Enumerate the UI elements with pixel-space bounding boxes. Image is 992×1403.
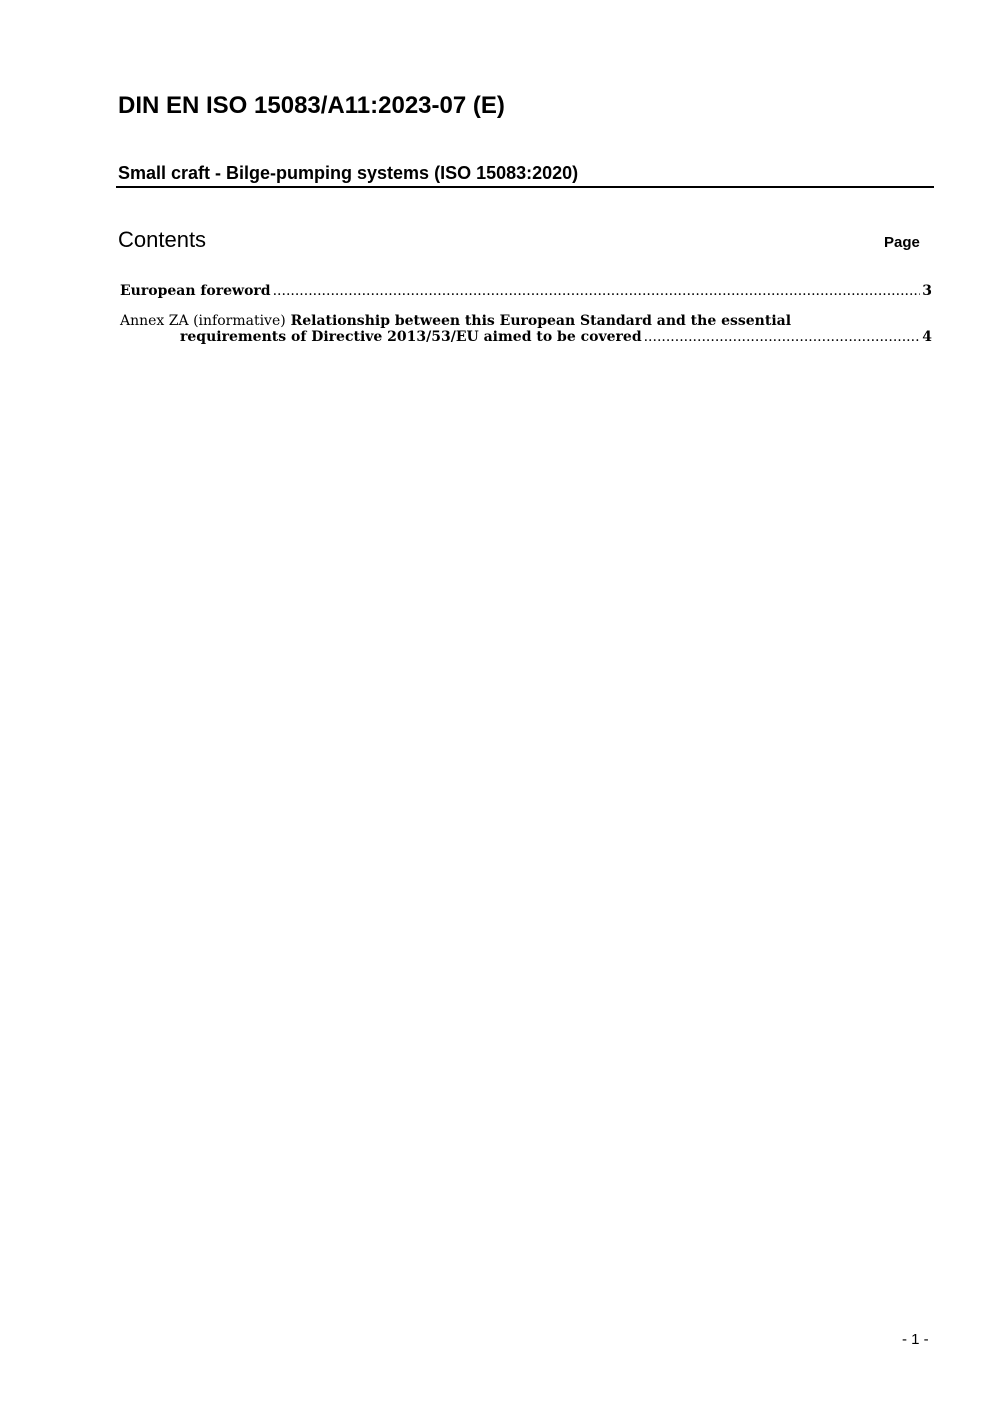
page-number: - 1 -	[902, 1331, 929, 1348]
toc-entry-label: Annex ZA (informative)	[120, 313, 286, 329]
document-subtitle: Small craft - Bilge-pumping systems (ISO 15083:2020)	[118, 163, 579, 183]
toc-entry-foreword[interactable]	[120, 283, 932, 299]
toc-entry-annex-za-continued[interactable]	[120, 329, 932, 345]
toc-entry-text-line2: requirements of Directive 2013/53/EU aimed to be covered	[180, 329, 642, 345]
table-of-contents	[120, 283, 932, 345]
toc-dot-leader	[644, 329, 921, 345]
document-title: DIN EN ISO 15083/A11:2023-07 (E)	[118, 92, 505, 119]
title-rule	[116, 186, 934, 188]
contents-heading: Contents	[118, 227, 207, 252]
toc-entry-page: 4	[922, 329, 932, 345]
toc-entry-page: 3	[922, 283, 932, 299]
page-column-heading: Page	[884, 234, 920, 251]
toc-entry-text-line1: Relationship between this European Standard and the essential	[290, 313, 792, 329]
toc-entry-text: European foreword	[120, 283, 271, 299]
toc-dot-leader	[273, 283, 921, 299]
toc-entry-annex-za[interactable]	[120, 313, 932, 329]
